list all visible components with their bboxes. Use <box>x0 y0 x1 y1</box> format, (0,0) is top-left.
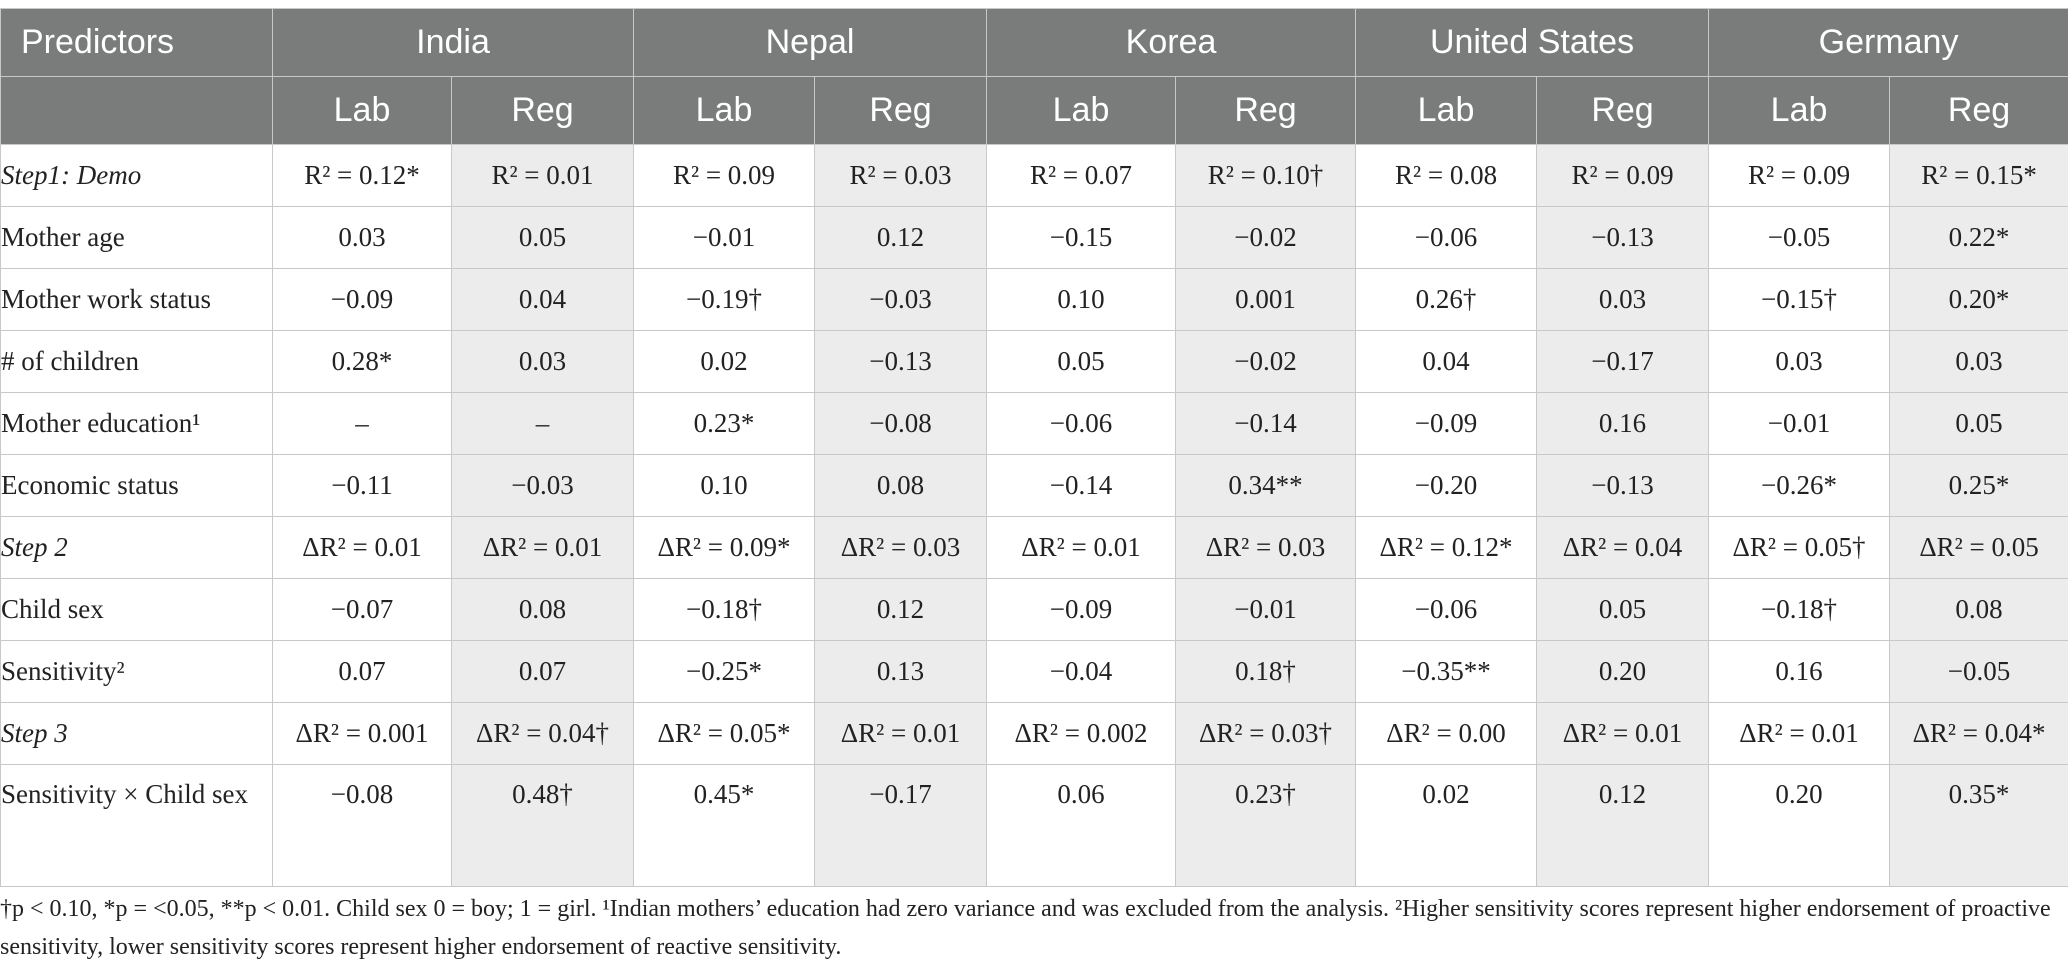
table-cell: −0.05 <box>1890 641 2068 703</box>
row-label: Child sex <box>1 579 273 641</box>
table-cell: −0.25* <box>634 641 815 703</box>
country-header-united-states: United States <box>1356 9 1709 77</box>
table-cell: R² = 0.03 <box>815 145 987 207</box>
row-label: Sensitivity × Child sex <box>1 765 273 887</box>
regression-table <box>0 8 2068 887</box>
table-row <box>1 207 2068 269</box>
header-row-sub <box>1 77 2068 145</box>
table-cell: ΔR² = 0.03 <box>1176 517 1356 579</box>
table-cell: −0.14 <box>1176 393 1356 455</box>
row-label: Step 2 <box>1 517 273 579</box>
table-cell: R² = 0.12* <box>273 145 452 207</box>
table-cell: ΔR² = 0.001 <box>273 703 452 765</box>
table-cell: −0.18† <box>634 579 815 641</box>
table-row <box>1 579 2068 641</box>
table-cell: ΔR² = 0.01 <box>1537 703 1709 765</box>
country-header-korea: Korea <box>987 9 1356 77</box>
table-cell: – <box>452 393 634 455</box>
table-cell: −0.13 <box>815 331 987 393</box>
table-cell: 0.03 <box>1890 331 2068 393</box>
table-cell: ΔR² = 0.04 <box>1537 517 1709 579</box>
table-cell: ΔR² = 0.09* <box>634 517 815 579</box>
row-label: Sensitivity² <box>1 641 273 703</box>
table-row <box>1 703 2068 765</box>
table-cell: ΔR² = 0.01 <box>987 517 1176 579</box>
table-cell: 0.03 <box>452 331 634 393</box>
table-cell: 0.10 <box>634 455 815 517</box>
table-cell: −0.20 <box>1356 455 1537 517</box>
table-cell: ΔR² = 0.01 <box>273 517 452 579</box>
table-cell: 0.03 <box>1709 331 1890 393</box>
table-cell: ΔR² = 0.002 <box>987 703 1176 765</box>
table-cell: 0.03 <box>273 207 452 269</box>
table-cell: ΔR² = 0.01 <box>1709 703 1890 765</box>
table-cell: 0.16 <box>1709 641 1890 703</box>
table-cell: 0.001 <box>1176 269 1356 331</box>
table-cell: 0.18† <box>1176 641 1356 703</box>
table-cell: 0.35* <box>1890 765 2068 887</box>
table-body <box>1 145 2068 887</box>
table-cell: 0.34** <box>1176 455 1356 517</box>
table-cell: 0.20 <box>1709 765 1890 887</box>
table-cell: −0.01 <box>1176 579 1356 641</box>
table-cell: 0.10 <box>987 269 1176 331</box>
table-cell: −0.15 <box>987 207 1176 269</box>
table-cell: 0.12 <box>815 207 987 269</box>
sub-header: Reg <box>815 77 987 145</box>
table-cell: −0.14 <box>987 455 1176 517</box>
table-cell: ΔR² = 0.01 <box>815 703 987 765</box>
table-cell: – <box>273 393 452 455</box>
table-cell: R² = 0.08 <box>1356 145 1537 207</box>
table-cell: R² = 0.15* <box>1890 145 2068 207</box>
table-cell: ΔR² = 0.05* <box>634 703 815 765</box>
table-cell: −0.13 <box>1537 455 1709 517</box>
table-cell: −0.01 <box>634 207 815 269</box>
row-label: Economic status <box>1 455 273 517</box>
table-cell: 0.28* <box>273 331 452 393</box>
row-label: Step1: Demo <box>1 145 273 207</box>
sub-header: Reg <box>1537 77 1709 145</box>
table-cell: 0.08 <box>815 455 987 517</box>
table-cell: −0.17 <box>815 765 987 887</box>
table-cell: −0.18† <box>1709 579 1890 641</box>
row-label: Step 3 <box>1 703 273 765</box>
table-cell: −0.11 <box>273 455 452 517</box>
table-cell: R² = 0.09 <box>634 145 815 207</box>
table-row <box>1 641 2068 703</box>
sub-header: Lab <box>634 77 815 145</box>
table-cell: 0.07 <box>452 641 634 703</box>
table-cell: 0.23† <box>1176 765 1356 887</box>
table-footnote: †p < 0.10, *p = <0.05, **p < 0.01. Child sex 0 = boy; 1 = girl. ¹Indian mothers’ education had zero variance and was excluded from the analysis. ²Higher sensitivity scores represent higher endorsement of proactive sensitivity, lower sensitivity scores represent higher endorsement of reactive sensitivity. <box>0 896 2051 960</box>
table-cell: ΔR² = 0.04* <box>1890 703 2068 765</box>
row-label: Mother age <box>1 207 273 269</box>
table-row <box>1 765 2068 887</box>
table-cell: −0.35** <box>1356 641 1537 703</box>
table-cell: −0.08 <box>815 393 987 455</box>
table-cell: 0.05 <box>1537 579 1709 641</box>
sub-header: Lab <box>273 77 452 145</box>
table-cell: 0.20* <box>1890 269 2068 331</box>
country-header-nepal: Nepal <box>634 9 987 77</box>
sub-header: Lab <box>987 77 1176 145</box>
table-cell: 0.22* <box>1890 207 2068 269</box>
table-cell: ΔR² = 0.04† <box>452 703 634 765</box>
table-cell: 0.06 <box>987 765 1176 887</box>
table-cell: 0.05 <box>452 207 634 269</box>
table-cell: 0.07 <box>273 641 452 703</box>
table-cell: −0.13 <box>1537 207 1709 269</box>
row-label: Mother education¹ <box>1 393 273 455</box>
table-cell: ΔR² = 0.00 <box>1356 703 1537 765</box>
table-cell: −0.19† <box>634 269 815 331</box>
table-cell: 0.48† <box>452 765 634 887</box>
table-cell: −0.02 <box>1176 331 1356 393</box>
table-row <box>1 269 2068 331</box>
table-cell: −0.06 <box>1356 207 1537 269</box>
table-cell: −0.04 <box>987 641 1176 703</box>
table-row <box>1 331 2068 393</box>
predictors-header: Predictors <box>1 9 273 77</box>
country-header-india: India <box>273 9 634 77</box>
sub-header: Lab <box>1709 77 1890 145</box>
table-cell: ΔR² = 0.03 <box>815 517 987 579</box>
table-cell: 0.05 <box>1890 393 2068 455</box>
table-cell: R² = 0.10† <box>1176 145 1356 207</box>
table-cell: R² = 0.09 <box>1709 145 1890 207</box>
table-cell: 0.13 <box>815 641 987 703</box>
table-cell: 0.04 <box>1356 331 1537 393</box>
row-label: Mother work status <box>1 269 273 331</box>
table-cell: ΔR² = 0.05† <box>1709 517 1890 579</box>
table-cell: ΔR² = 0.05 <box>1890 517 2068 579</box>
table-cell: 0.16 <box>1537 393 1709 455</box>
sub-header: Lab <box>1356 77 1537 145</box>
table-cell: −0.09 <box>987 579 1176 641</box>
table-cell: 0.26† <box>1356 269 1537 331</box>
table-cell: −0.15† <box>1709 269 1890 331</box>
table-cell: −0.06 <box>987 393 1176 455</box>
table-row <box>1 455 2068 517</box>
country-header-germany: Germany <box>1709 9 2068 77</box>
table-cell: 0.08 <box>1890 579 2068 641</box>
table-cell: −0.08 <box>273 765 452 887</box>
table-cell: ΔR² = 0.01 <box>452 517 634 579</box>
table-row <box>1 517 2068 579</box>
table-row <box>1 145 2068 207</box>
table-cell: R² = 0.01 <box>452 145 634 207</box>
table-cell: R² = 0.09 <box>1537 145 1709 207</box>
table-cell: 0.12 <box>815 579 987 641</box>
table-cell: −0.09 <box>1356 393 1537 455</box>
table-cell: −0.06 <box>1356 579 1537 641</box>
table-cell: −0.05 <box>1709 207 1890 269</box>
table-cell: 0.12 <box>1537 765 1709 887</box>
table-cell: −0.26* <box>1709 455 1890 517</box>
table-cell: −0.07 <box>273 579 452 641</box>
sub-header: Reg <box>452 77 634 145</box>
table-cell: 0.05 <box>987 331 1176 393</box>
table-row <box>1 393 2068 455</box>
sub-header: Reg <box>1176 77 1356 145</box>
table-cell: 0.04 <box>452 269 634 331</box>
table-cell: 0.03 <box>1537 269 1709 331</box>
header-row-countries <box>1 9 2068 77</box>
table-cell: 0.23* <box>634 393 815 455</box>
table-cell: 0.45* <box>634 765 815 887</box>
table-cell: 0.20 <box>1537 641 1709 703</box>
table-cell: ΔR² = 0.12* <box>1356 517 1537 579</box>
table-cell: 0.02 <box>634 331 815 393</box>
blank-header <box>1 77 273 145</box>
sub-header: Reg <box>1890 77 2068 145</box>
table-cell: ΔR² = 0.03† <box>1176 703 1356 765</box>
table-cell: −0.17 <box>1537 331 1709 393</box>
table-cell: R² = 0.07 <box>987 145 1176 207</box>
table-cell: −0.03 <box>452 455 634 517</box>
table-cell: 0.25* <box>1890 455 2068 517</box>
table-cell: −0.01 <box>1709 393 1890 455</box>
table-cell: −0.03 <box>815 269 987 331</box>
table-cell: −0.09 <box>273 269 452 331</box>
table-cell: 0.02 <box>1356 765 1537 887</box>
table-cell: −0.02 <box>1176 207 1356 269</box>
table-cell: 0.08 <box>452 579 634 641</box>
row-label: # of children <box>1 331 273 393</box>
